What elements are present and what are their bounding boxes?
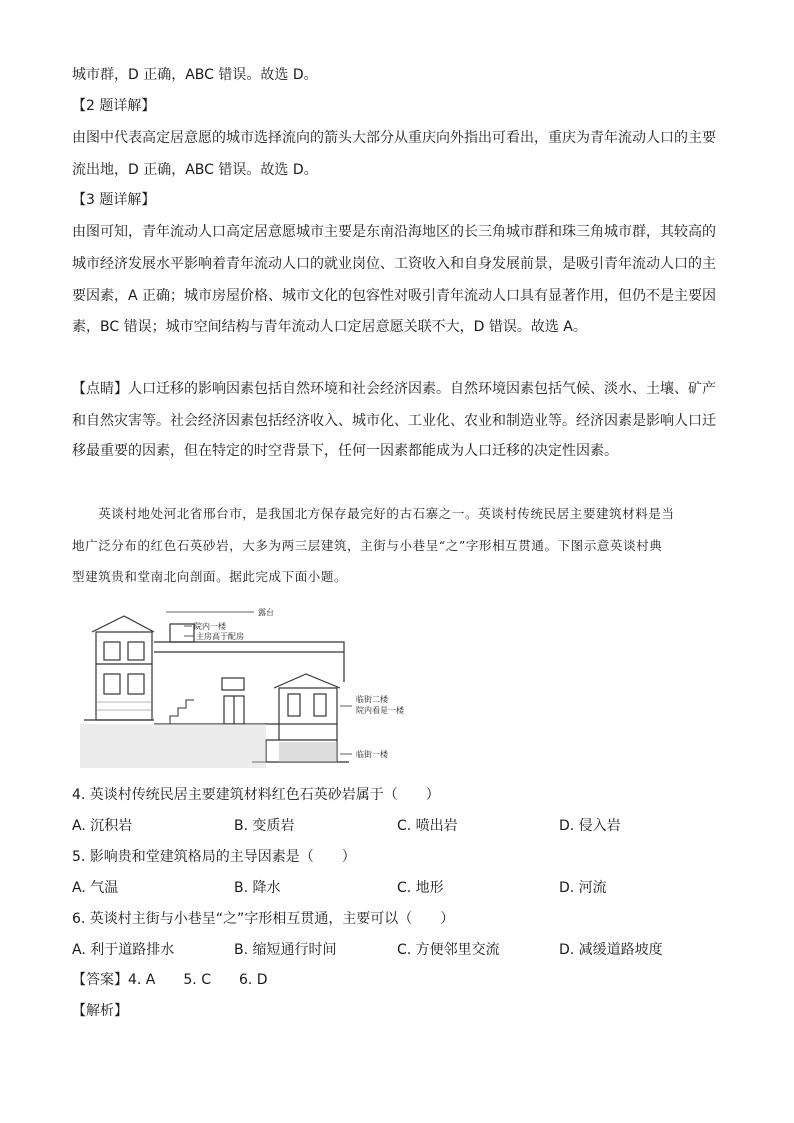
tip-line: 和自然灾害等。社会经济因素包括经济收入、城市化、工业化、农业和制造业等。经济因素是影响人口迁 bbox=[72, 413, 716, 429]
option-b: B. 缩短通行时间 bbox=[234, 942, 337, 958]
label-courtyard-first: 院内一楼 bbox=[194, 622, 226, 631]
section-heading: 【2 题详解】 bbox=[72, 98, 156, 114]
tip-line: 移最重要的因素，但在特定的时空背景下，任何一因素都能成为人口迁移的决定性因素。 bbox=[72, 443, 618, 459]
label-main-higher: 主房高于配房 bbox=[196, 632, 244, 641]
text-line: 素，BC 错误；城市空间结构与青年流动人口定居意愿关联不大，D 错误。故选 A。 bbox=[72, 319, 587, 335]
material-intro: 型建筑贵和堂南北向剖面。据此完成下面小题。 bbox=[72, 569, 348, 584]
text-line: 城市经济发展水平影响着青年流动人口的就业岗位、工资收入和自身发展前景，是吸引青年流动人口的主 bbox=[72, 256, 716, 272]
text-line: 由图中代表高定居意愿的城市选择流向的箭头大部分从重庆向外指出可看出，重庆为青年流动人口的主要 bbox=[72, 130, 716, 146]
label-court-sees-first: 院内看是一楼 bbox=[356, 706, 404, 715]
option-d: D. 河流 bbox=[559, 880, 607, 896]
option-c: C. 方便邻里交流 bbox=[397, 942, 500, 958]
option-d: D. 侵入岩 bbox=[559, 818, 621, 834]
analysis-heading: 【解析】 bbox=[72, 1003, 128, 1019]
answer-line: 【答案】4. A 5. C 6. D bbox=[72, 972, 268, 988]
option-c: C. 喷出岩 bbox=[397, 818, 458, 834]
text-line: 要因素，A 正确；城市房屋价格、城市文化的包容性对吸引青年流动人口具有显著作用，但仍不是主要因 bbox=[72, 288, 717, 304]
label-street-first: 临街一楼 bbox=[356, 750, 388, 759]
question-stem: 5. 影响贵和堂建筑格局的主导因素是（ ） bbox=[72, 849, 356, 865]
text-line: 流出地，D 正确，ABC 错误。故选 D。 bbox=[72, 162, 318, 178]
material-intro: 英谈村地处河北省邢台市，是我国北方保存最完好的古石寨之一。英谈村传统民居主要建筑材料是当 bbox=[72, 506, 675, 521]
section-heading: 【3 题详解】 bbox=[72, 192, 156, 208]
tip-line: 【点睛】人口迁移的影响因素包括自然环境和社会经济因素。自然环境因素包括气候、淡水、土壤、矿产 bbox=[72, 381, 716, 397]
option-b: B. 降水 bbox=[234, 880, 281, 896]
option-a: A. 利于道路排水 bbox=[72, 942, 175, 958]
label-street-second: 临街二楼 bbox=[356, 695, 388, 704]
label-terrace: 露台 bbox=[258, 608, 274, 617]
option-a: A. 沉积岩 bbox=[72, 818, 133, 834]
question-stem: 4. 英谈村传统民居主要建筑材料红色石英砂岩属于（ ） bbox=[72, 787, 440, 803]
question-stem: 6. 英谈村主街与小巷呈“之”字形相互贯通，主要可以（ ） bbox=[72, 911, 455, 927]
option-a: A. 气温 bbox=[72, 880, 119, 896]
option-b: B. 变质岩 bbox=[234, 818, 295, 834]
option-c: C. 地形 bbox=[397, 880, 444, 896]
material-intro: 地广泛分布的红色石英砂岩，大多为两三层建筑，主街与小巷呈“之”字形相互贯通。下图示意英谈村典 bbox=[72, 538, 663, 553]
option-d: D. 减缓道路坡度 bbox=[559, 942, 663, 958]
text-line: 城市群，D 正确，ABC 错误。故选 D。 bbox=[72, 67, 318, 83]
building-section-diagram bbox=[74, 602, 434, 772]
text-line: 由图可知，青年流动人口高定居意愿城市主要是东南沿海地区的长三角城市群和珠三角城市群，其较高的 bbox=[72, 224, 716, 240]
